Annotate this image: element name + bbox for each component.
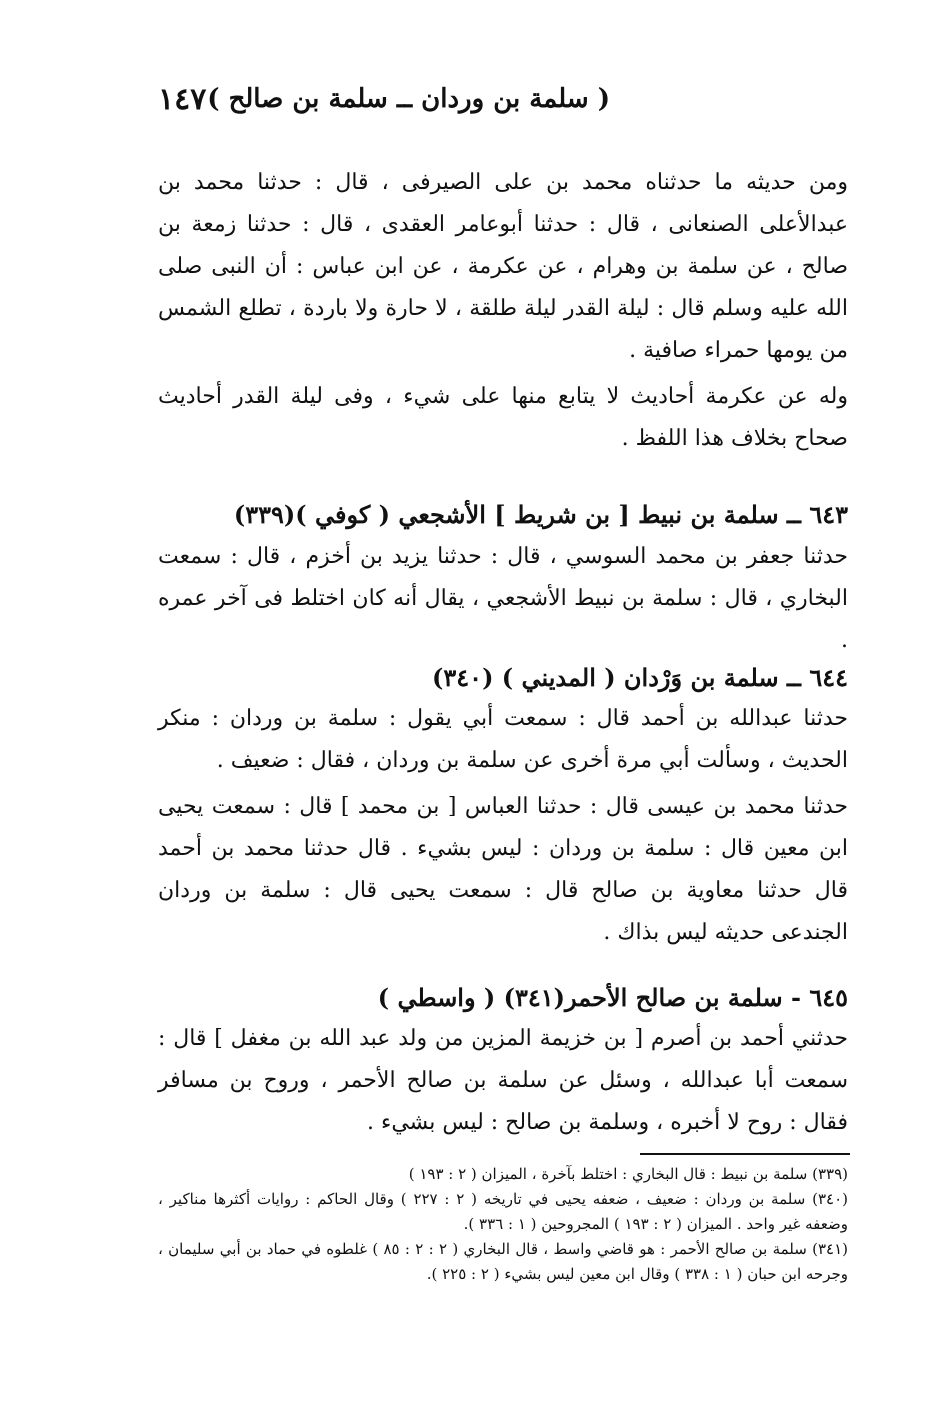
paragraph-hadith	[158, 162, 848, 372]
entry-text-645	[158, 1018, 848, 1144]
paragraph-text: وله عن عكرمة أحاديث لا يتابع منها على شيء ، وفى ليلة القدر أحاديث صحاح بخلاف هذا اللفظ .	[158, 384, 848, 451]
footnote-341: (٣٤١) سلمة بن صالح الأحمر : هو قاضي واسط ، قال البخاري ( ٢ : ٢ : ٨٥ ) غلطوه في حماد بن أبي سليمان ، وجرحه ابن حبان ( ١ : ٣٣٨ ) وقال ابن معين ليس بشيء ( ٢ : ٢٢٥ ).	[158, 1240, 849, 1283]
page-number: ١٤٧	[158, 82, 207, 117]
running-title: ( سلمة بن وردان ــ سلمة بن صالح )	[207, 84, 610, 114]
entry-text-644-b	[158, 786, 848, 954]
entry-text-643	[158, 536, 848, 662]
paragraph-text: حدثنا جعفر بن محمد السوسي ، قال : حدثنا يزيد بن أخزم ، قال : سمعت البخاري ، قال : سلمة بن نبيط الأشجعي ، يقال أنه كان اختلط فى آخر عمره .	[158, 544, 848, 653]
paragraph-text: حدثني أحمد بن أصرم [ بن خزيمة المزين من ولد عبد الله بن مغفل ] قال : سمعت أبا عبدالله ، وسئل عن سلمة بن صالح الأحمر ، وروح بن مسافر فقال : روح لا أخبره ، وسلمة بن صالح : ليس بشيء .	[158, 1026, 848, 1135]
entry-heading-643: ٦٤٣ ــ سلمة بن نبيط [ بن شريط ] الأشجعي ( كوفي )(٣٣٩)	[233, 500, 848, 529]
entry-text-644-a	[158, 698, 848, 782]
page-header	[150, 80, 850, 124]
paragraph-text: حدثنا محمد بن عيسى قال : حدثنا العباس [ بن محمد ] قال : سمعت يحيى ابن معين قال : سلمة بن وردان : ليس بشيء . قال حدثنا محمد بن أحمد قال حدثنا معاوية بن صالح قال : سمعت يحيى قال : سلمة بن وردان الجندعى حديثه ليس بذاك .	[158, 794, 848, 945]
paragraph-text: ومن حديثه ما حدثناه محمد بن على الصيرفى ، قال : حدثنا محمد بن عبدالأعلى الصنعانى ، قال : حدثنا أبوعامر العقدى ، قال : حدثنا زمعة بن صالح ، عن سلمة بن وهرام ، عن عكرمة ، عن ابن عباس : أن النبى صلى الله عليه وسلم قال : ليلة القدر ليلة طلقة ، لا حارة ولا باردة ، تطلع الشمس من يومها حمراء صافية .	[158, 170, 848, 363]
footnote-339: (٣٣٩) سلمة بن نبيط : قال البخاري : اختلط بآخرة ، الميزان ( ٢ : ١٩٣ )	[408, 1165, 848, 1183]
footnote-divider	[640, 1153, 850, 1155]
entry-heading-644: ٦٤٤ ــ سلمة بن وَرْدان ( المديني ) (٣٤٠)	[432, 663, 848, 692]
footnote-340: (٣٤٠) سلمة بن وردان : ضعيف ، ضعفه يحيى في تاريخه ( ٢ : ٢٢٧ ) وقال الحاكم : روايات أكثرها مناكير ، وضعفه غير واحد . الميزان ( ٢ : ١٩٣ ) المجروحين ( ١ : ٣٣٦ ).	[158, 1190, 849, 1233]
footnotes	[158, 1162, 848, 1287]
paragraph-text: حدثنا عبدالله بن أحمد قال : سمعت أبي يقول : سلمة بن وردان : منكر الحديث ، وسألت أبي مرة أخرى عن سلمة بن وردان ، فقال : ضعيف .	[158, 706, 848, 773]
paragraph-ikrima	[158, 376, 848, 460]
entry-heading-645: ٦٤٥ - سلمة بن صالح الأحمر(٣٤١) ( واسطي )	[377, 983, 848, 1012]
